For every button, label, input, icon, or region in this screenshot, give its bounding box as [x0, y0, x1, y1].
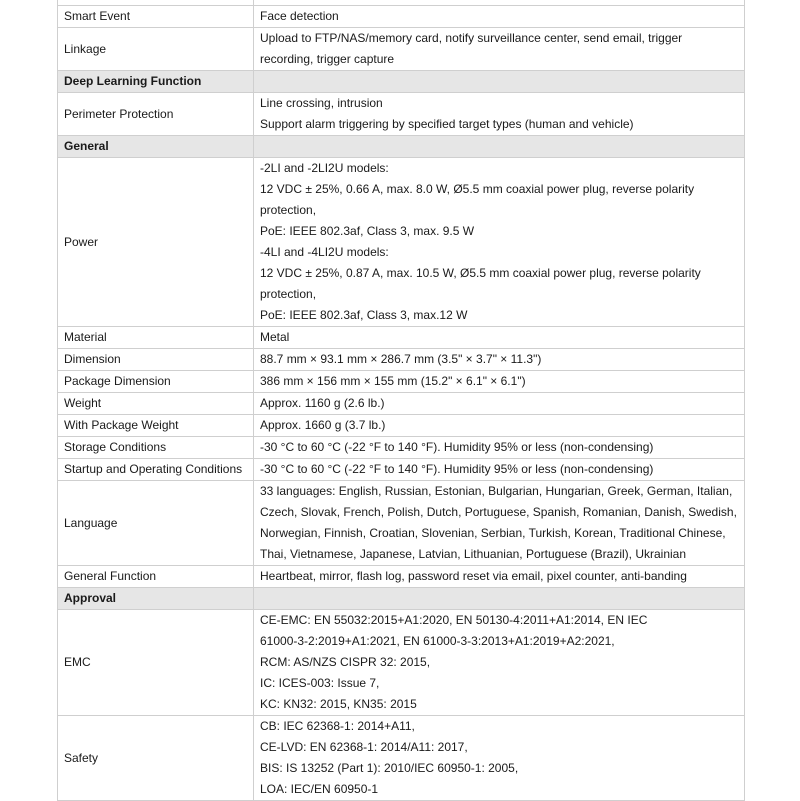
- section-header-general: [58, 136, 745, 158]
- spec-value: [254, 415, 745, 437]
- spec-row-safety: [58, 716, 745, 801]
- spec-value: [254, 327, 745, 349]
- spec-key: Smart Event: [58, 6, 254, 28]
- spec-value-line: CE-EMC: EN 55032:2015+A1:2020, EN 50130-4:2011+A1:2014, EN IEC: [260, 613, 648, 627]
- spec-value-line: -2LI and -2LI2U models:: [260, 161, 389, 175]
- spec-key: Weight: [58, 393, 254, 415]
- spec-row-package-weight: [58, 415, 745, 437]
- spec-value: [254, 610, 745, 716]
- spec-value: [254, 28, 745, 71]
- spec-value: [254, 716, 745, 801]
- spec-value-line: Face detection: [260, 9, 339, 23]
- spec-value-line: BIS: IS 13252 (Part 1): 2010/IEC 60950-1: 2005,: [260, 761, 519, 775]
- spec-key: Startup and Operating Conditions: [58, 459, 254, 481]
- spec-key: Safety: [58, 716, 254, 801]
- section-header-deep-learning: [58, 71, 745, 93]
- section-title: Approval: [58, 588, 254, 610]
- spec-row-power: [58, 158, 745, 327]
- spec-value-line: RCM: AS/NZS CISPR 32: 2015,: [260, 655, 431, 669]
- spec-value-line: -30 °C to 60 °C (-22 °F to 140 °F). Humidity 95% or less (non-condensing): [260, 440, 654, 454]
- spec-row-language: [58, 481, 745, 566]
- spec-value-line: Metal: [260, 330, 290, 344]
- spec-row-emc: [58, 610, 745, 716]
- spec-row-linkage: [58, 28, 745, 71]
- spec-row-weight: [58, 393, 745, 415]
- spec-value: [254, 459, 745, 481]
- spec-value: [254, 371, 745, 393]
- spec-value: [254, 6, 745, 28]
- spec-value-line: Heartbeat, mirror, flash log, password reset via email, pixel counter, anti-banding: [260, 569, 687, 583]
- spec-value-line: Support alarm triggering by specified target types (human and vehicle): [260, 117, 634, 131]
- section-header-approval: [58, 588, 745, 610]
- spec-row-general-function: [58, 566, 745, 588]
- spec-row-dimension: [58, 349, 745, 371]
- spec-key: Linkage: [58, 28, 254, 71]
- spec-value: [254, 437, 745, 459]
- section-title: General: [58, 136, 254, 158]
- spec-value: [254, 393, 745, 415]
- spec-value-line: -30 °C to 60 °C (-22 °F to 140 °F). Humidity 95% or less (non-condensing): [260, 462, 654, 476]
- spec-row-smart-event: [58, 6, 745, 28]
- spec-value-line: Approx. 1660 g (3.7 lb.): [260, 418, 386, 432]
- spec-value-line: protection,: [260, 203, 317, 217]
- spec-value-line: Upload to FTP/NAS/memory card, notify surveillance center, send email, trigger: [260, 31, 683, 45]
- spec-key: Package Dimension: [58, 371, 254, 393]
- spec-value-line: LOA: IEC/EN 60950-1: [260, 782, 379, 796]
- spec-value-line: protection,: [260, 287, 317, 301]
- spec-value-line: Approx. 1160 g (2.6 lb.): [260, 396, 385, 410]
- spec-value-line: 61000-3-2:2019+A1:2021, EN 61000-3-3:2013+A1:2019+A2:2021,: [260, 634, 615, 648]
- spec-value-line: PoE: IEEE 802.3af, Class 3, max.12 W: [260, 308, 468, 322]
- spec-value-line: IC: ICES-003: Issue 7,: [260, 676, 380, 690]
- spec-key: With Package Weight: [58, 415, 254, 437]
- spec-key: Dimension: [58, 349, 254, 371]
- spec-row-storage-conditions: [58, 437, 745, 459]
- spec-value: [254, 93, 745, 136]
- spec-value-line: KC: KN32: 2015, KN35: 2015: [260, 697, 417, 711]
- spec-row-package-dimension: [58, 371, 745, 393]
- spec-key: Storage Conditions: [58, 437, 254, 459]
- spec-key: Perimeter Protection: [58, 93, 254, 136]
- section-title: Deep Learning Function: [58, 71, 254, 93]
- spec-value-line: 88.7 mm × 93.1 mm × 286.7 mm (3.5" × 3.7" × 11.3"): [260, 352, 542, 366]
- spec-value: [254, 158, 745, 327]
- spec-row-perimeter-protection: [58, 93, 745, 136]
- spec-row-material: [58, 327, 745, 349]
- spec-value-line: 12 VDC ± 25%, 0.87 A, max. 10.5 W, Ø5.5 mm coaxial power plug, reverse polarity: [260, 266, 701, 280]
- spec-table: [57, 0, 745, 801]
- spec-value: [254, 481, 745, 566]
- spec-key: EMC: [58, 610, 254, 716]
- spec-value-line: 33 languages: English, Russian, Estonian, Bulgarian, Hungarian, Greek, German, Italian,: [260, 484, 733, 498]
- spec-value-line: Norwegian, Finnish, Croatian, Slovenian, Serbian, Turkish, Korean, Traditional Chinese,: [260, 526, 726, 540]
- spec-value: [254, 566, 745, 588]
- spec-key: Power: [58, 158, 254, 327]
- spec-value-line: -4LI and -4LI2U models:: [260, 245, 389, 259]
- spec-value-line: Line crossing, intrusion: [260, 96, 383, 110]
- spec-value: [254, 349, 745, 371]
- spec-value-line: recording, trigger capture: [260, 52, 395, 66]
- spec-value-line: Czech, Slovak, French, Polish, Dutch, Portuguese, Spanish, Romanian, Danish, Swedish,: [260, 505, 737, 519]
- spec-value-line: 386 mm × 156 mm × 155 mm (15.2" × 6.1" × 6.1"): [260, 374, 526, 388]
- spec-key: Material: [58, 327, 254, 349]
- spec-value-line: 12 VDC ± 25%, 0.66 A, max. 8.0 W, Ø5.5 mm coaxial power plug, reverse polarity: [260, 182, 695, 196]
- spec-value-line: PoE: IEEE 802.3af, Class 3, max. 9.5 W: [260, 224, 475, 238]
- spec-key: Language: [58, 481, 254, 566]
- spec-key: General Function: [58, 566, 254, 588]
- spec-value-line: CE-LVD: EN 62368-1: 2014/A11: 2017,: [260, 740, 468, 754]
- spec-value-line: CB: IEC 62368-1: 2014+A11,: [260, 719, 415, 733]
- spec-value-line: Thai, Vietnamese, Japanese, Latvian, Lithuanian, Portuguese (Brazil), Ukrainian: [260, 547, 687, 561]
- spec-row-operating-conditions: [58, 459, 745, 481]
